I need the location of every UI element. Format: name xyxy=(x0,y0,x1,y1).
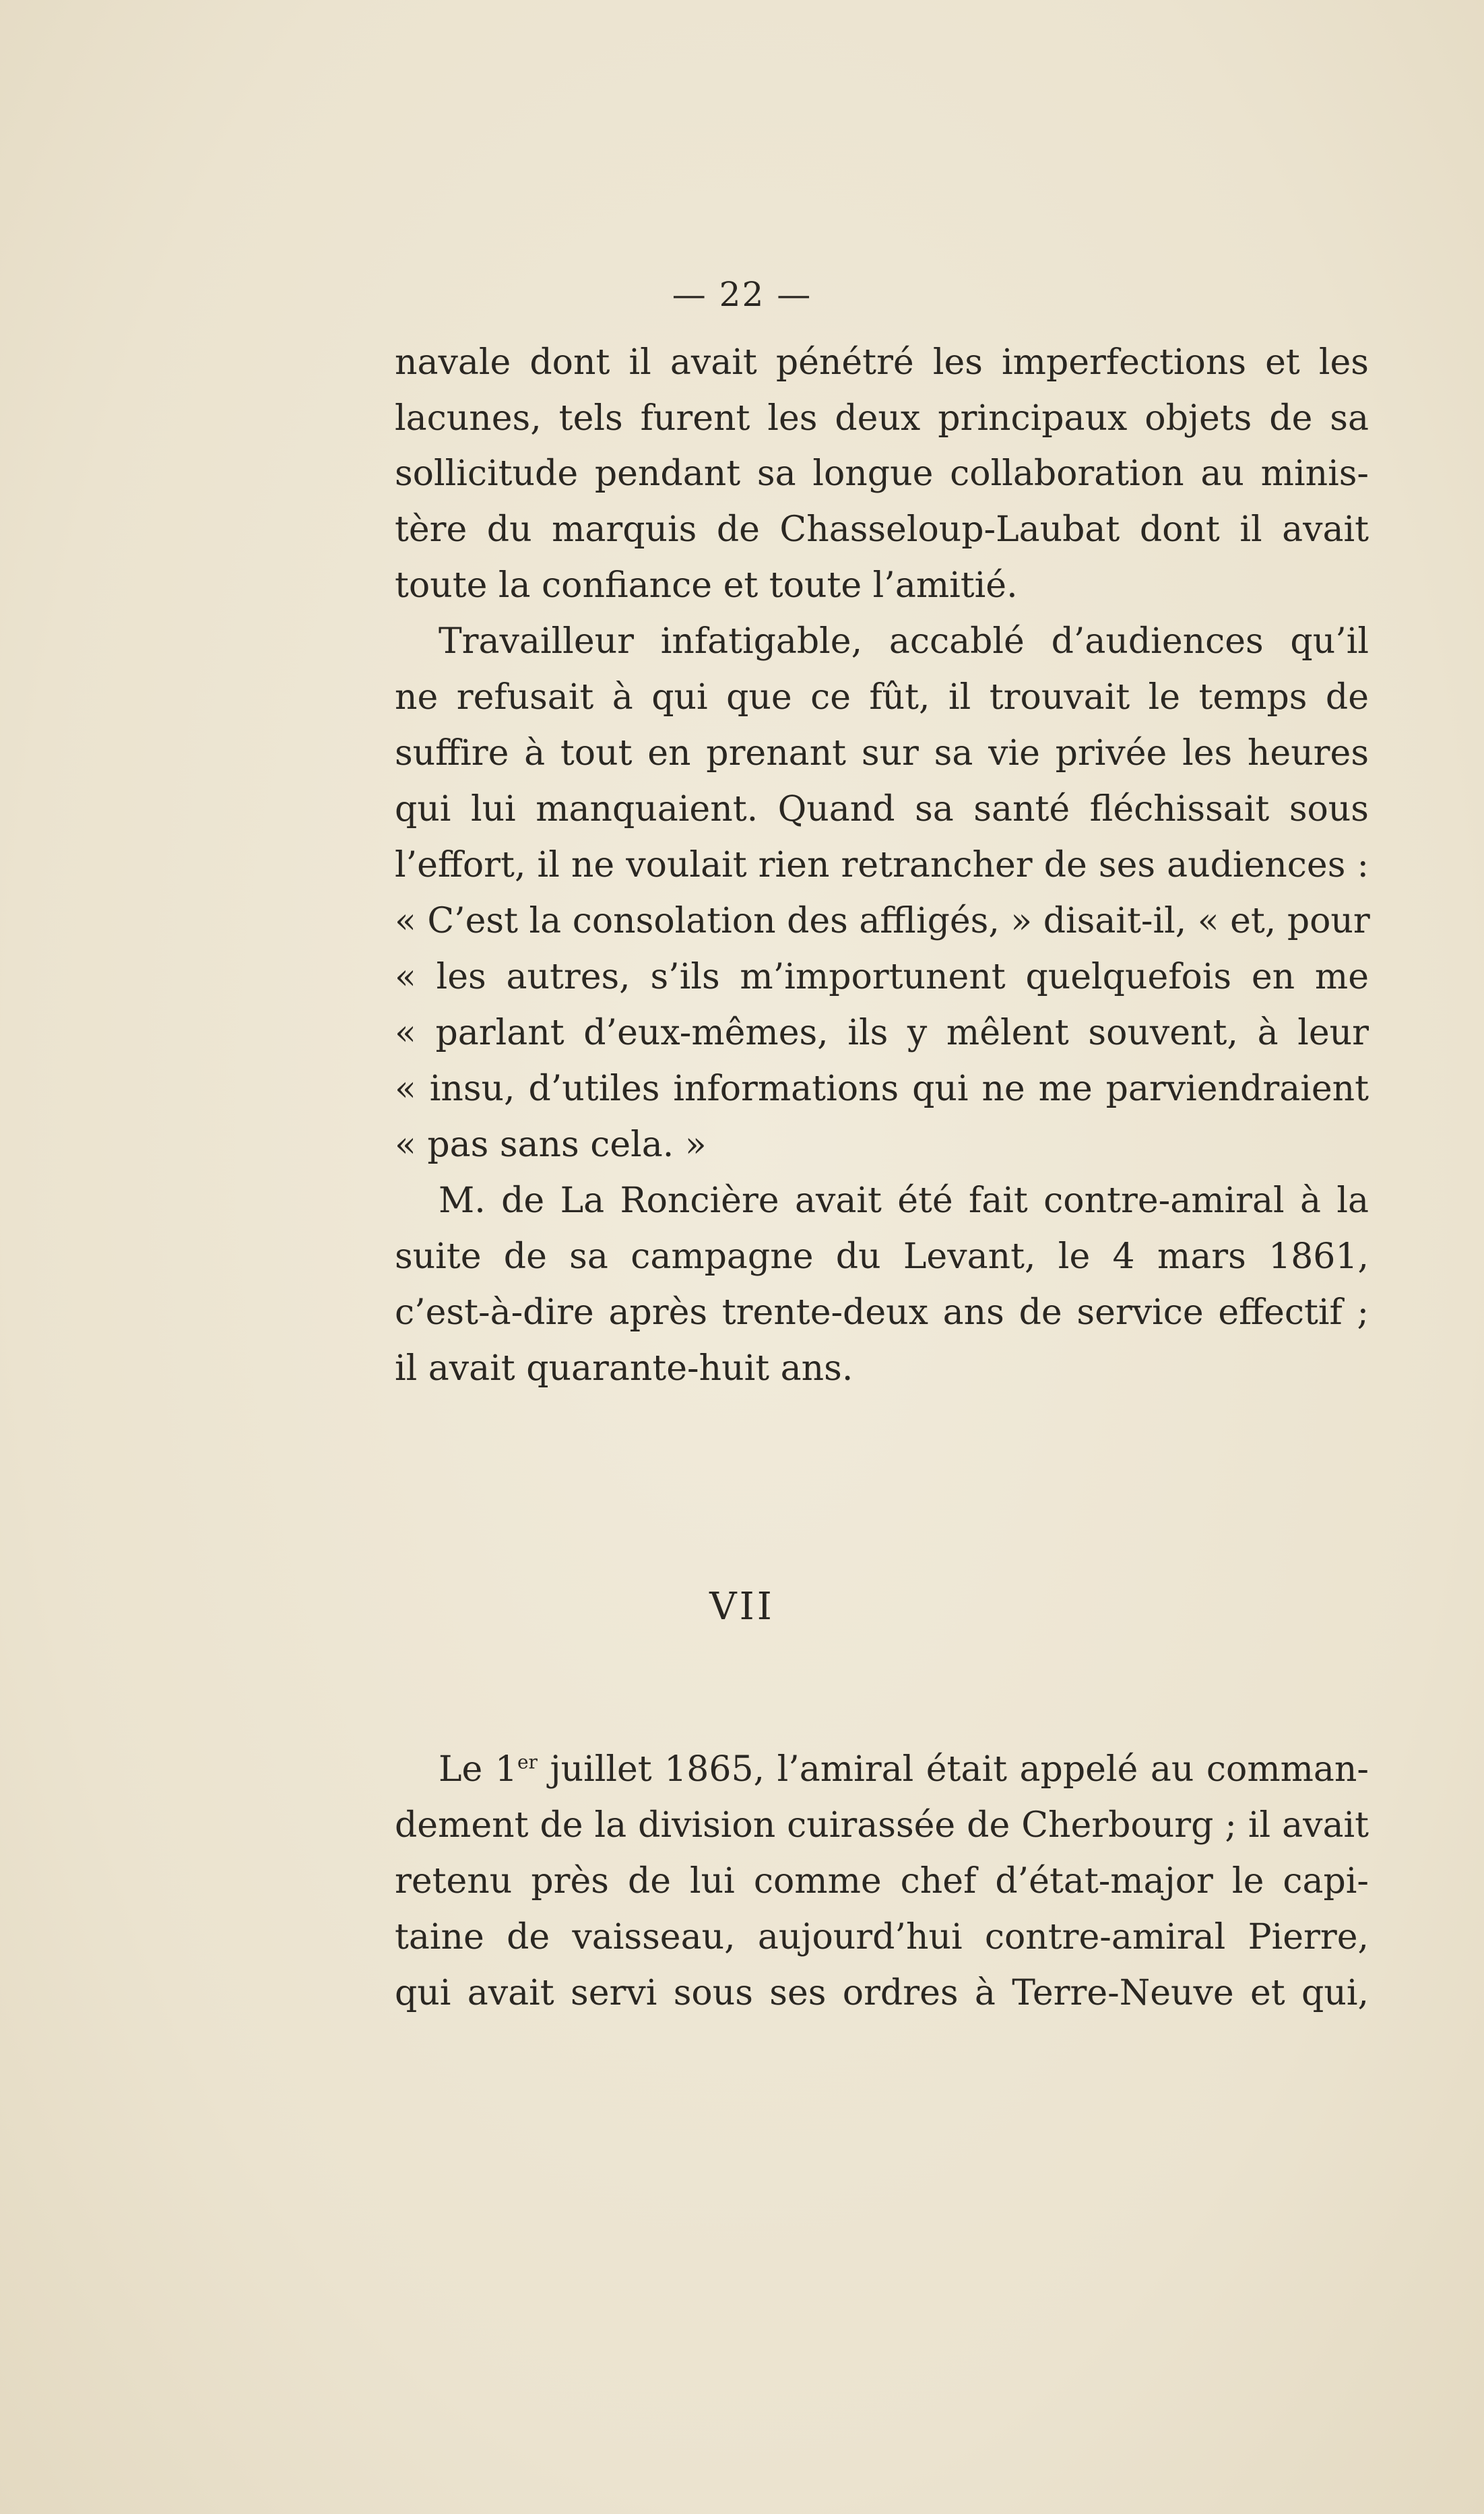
quote-line: « insu, d’utiles informations qui ne me parviendraient xyxy=(395,1069,1369,1109)
text-line: c’est-à-dire après trente-deux ans de service effectif ; xyxy=(395,1292,1369,1333)
text-line xyxy=(439,1749,1369,1790)
quote-line: « pas sans cela. » xyxy=(395,1125,707,1165)
text-line: l’effort, il ne voulait rien retrancher de ses audiences : xyxy=(395,845,1369,885)
text-line: qui lui manquaient. Quand sa santé fléchissait sous xyxy=(395,789,1369,829)
text-fragment: Le 1 xyxy=(439,1749,517,1790)
text-line: taine de vaisseau, aujourd’hui contre-amiral Pierre, xyxy=(395,1917,1369,1957)
text-line: ne refusait à qui que ce fût, il trouvait le temps de xyxy=(395,677,1369,718)
quote-line: « parlant d’eux-mêmes, ils y mêlent souvent, à leur xyxy=(395,1013,1369,1053)
text-line: tère du marquis de Chasseloup-Laubat dont il avait xyxy=(395,509,1369,550)
text-line: M. de La Roncière avait été fait contre-amiral à la xyxy=(439,1181,1369,1221)
text-line: dement de la division cuirassée de Cherbourg ; il avait xyxy=(395,1805,1369,1846)
text-line: sollicitude pendant sa longue collaboration au minis- xyxy=(395,453,1369,494)
quote-line: « C’est la consolation des affligés, » disait-il, « et, pour xyxy=(395,901,1370,941)
text-line: navale dont il avait pénétré les imperfections et les xyxy=(395,342,1369,383)
text-fragment: juillet 1865, l’amiral était appelé au comman- xyxy=(537,1749,1369,1790)
text-line: lacunes, tels furent les deux principaux objets de sa xyxy=(395,398,1369,439)
text-line: suffire à tout en prenant sur sa vie privée les heures xyxy=(395,733,1369,774)
text-line: retenu près de lui comme chef d’état-major le capi- xyxy=(395,1861,1369,1902)
text-line: toute la confiance et toute l’amitié. xyxy=(395,565,1018,606)
section-heading: VII xyxy=(709,1585,775,1629)
quote-line: « les autres, s’ils m’importunent quelquefois en me xyxy=(395,957,1369,997)
text-line: suite de sa campagne du Levant, le 4 mars 1861, xyxy=(395,1236,1369,1277)
text-line: il avait quarante-huit ans. xyxy=(395,1348,853,1389)
text-line: qui avait servi sous ses ordres à Terre-Neuve et qui, xyxy=(395,1973,1369,2013)
ordinal-superscript: er xyxy=(517,1751,538,1773)
text-line: Travailleur infatigable, accablé d’audiences qu’il xyxy=(439,621,1369,662)
page-number: — 22 — xyxy=(672,275,812,314)
